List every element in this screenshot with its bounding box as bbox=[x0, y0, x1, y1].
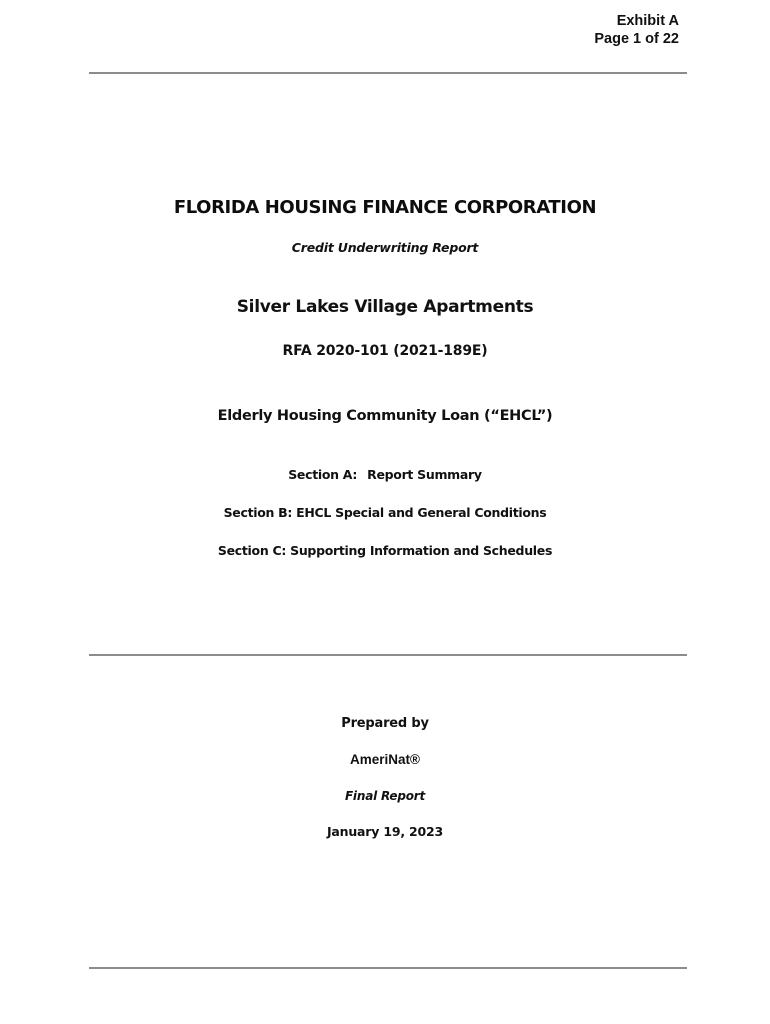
report-date: January 19, 2023 bbox=[326, 824, 444, 839]
report-status: Final Report bbox=[344, 789, 426, 803]
property-name: Silver Lakes Village Apartments bbox=[236, 297, 534, 317]
bottom-divider bbox=[89, 967, 687, 969]
exhibit-header bbox=[594, 12, 679, 48]
preparer-name: AmeriNat® bbox=[350, 752, 420, 767]
section-c-entry bbox=[0, 543, 770, 558]
section-b-entry bbox=[0, 505, 770, 520]
page-number: Page 1 of 22 bbox=[594, 31, 679, 47]
report-type: Credit Underwriting Report bbox=[291, 240, 479, 255]
section-a-label: Section A: bbox=[288, 467, 358, 482]
middle-divider bbox=[89, 654, 687, 656]
section-a-title: Report Summary bbox=[367, 467, 482, 482]
top-divider bbox=[89, 72, 687, 74]
section-c-label: Section C: bbox=[217, 543, 287, 558]
loan-type: Elderly Housing Community Loan (“EHCL”) bbox=[217, 408, 553, 424]
section-c-title: Supporting Information and Schedules bbox=[290, 543, 553, 558]
section-b-label: Section B: bbox=[223, 505, 293, 520]
section-a-entry bbox=[0, 467, 770, 482]
prepared-by-label: Prepared by bbox=[341, 716, 429, 731]
exhibit-label: Exhibit A bbox=[616, 13, 679, 29]
section-b-title: EHCL Special and General Conditions bbox=[296, 505, 547, 520]
rfa-number: RFA 2020-101 (2021-189E) bbox=[282, 343, 488, 359]
corporation-name: FLORIDA HOUSING FINANCE CORPORATION bbox=[173, 197, 597, 218]
